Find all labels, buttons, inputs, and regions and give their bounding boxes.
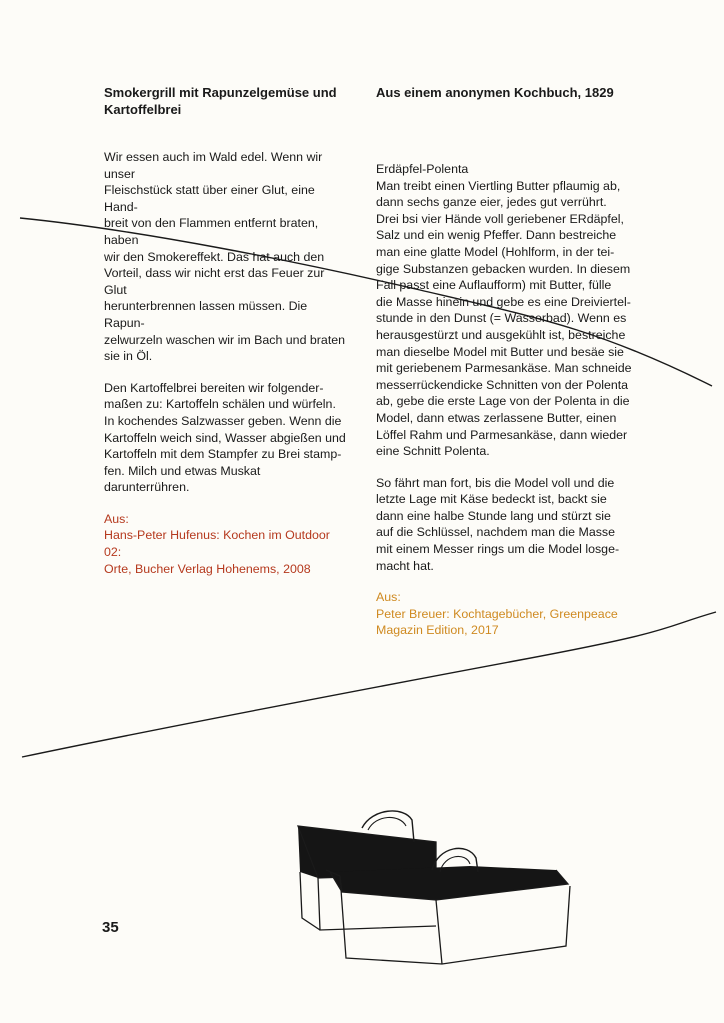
left-column: [104, 84, 349, 577]
right-column: [376, 84, 632, 639]
left-paragraph-1: Wir essen auch im Wald edel. Wenn wir unser Fleischstück statt über einer Glut, eine Hand- breit von den Flammen entfernt braten, haben wir den Smokereffekt. Das hat auch den Vorteil, dass wir nicht erst das Feuer zur Glut herunterbrennen lassen müssen. Die Rapun- zelwurzeln waschen wir im Bach und braten sie in Öl.: [104, 150, 346, 364]
basket-front-sketch: [326, 848, 570, 964]
right-recipe-subtitle: Erdäpfel-Polenta: [376, 162, 469, 176]
right-paragraph-1: Man treibt einen Viertling Butter pflaumig ab, dann sechs ganze eier, jedes gut verrührt. Drei bsi vier Hände voll geriebener ERdäpfel, Salz und ein wenig Pfeffer. Dann bestreiche man eine glatte Model (Hohlform, in der tei- gige Substanzen gebacken wurden. In diesem Fall passt eine Auflaufform) mit Butter, fülle die Masse hinein und gebe es eine Dreiviertel- stunde in den Dunst (= Wasserbad). Wenn es herausgestürzt und ausgekühlt ist, bestreiche man dieselbe Model mit Butter und besäe sie mit geriebenem Parmesankäse. Man schneide messerrückendicke Schnitten von der Polenta ab, gebe die erste Lage von der Polenta in die Model, dann etwas zerlassene Butter, einen Löffel Rahm und Parmesankäse, dann wieder eine Schnitt Polenta.: [376, 178, 632, 459]
right-source-citation: Peter Breuer: Kochtagebücher, Greenpeace Magazin Edition, 2017: [376, 606, 618, 638]
left-recipe-title: Smokergrill mit Rapunzelgemüse und Kartoffelbrei: [104, 85, 337, 117]
left-source-citation: Hans-Peter Hufenus: Kochen im Outdoor 02: Orte, Bucher Verlag Hohenems, 2008: [104, 528, 330, 576]
page-number: 35: [102, 919, 119, 936]
right-paragraph-2: So fährt man fort, bis die Model voll und die letzte Lage mit Käse bedeckt ist, backt sie dann eine halbe Stunde lang und stürzt sie auf die Schlüssel, nachdem man die Masse mit einem Messer rings um die Model losge- macht hat.: [376, 475, 620, 573]
right-source-label: Aus:: [376, 590, 401, 605]
left-source-label: Aus:: [104, 511, 129, 526]
right-recipe-title: Aus einem anonymen Kochbuch, 1829: [376, 85, 614, 100]
left-paragraph-2: Den Kartoffelbrei bereiten wir folgender- maßen zu: Kartoffeln schälen und würfeln. In kochendes Salzwasser geben. Wenn die Kartoffeln weich sind, Wasser abgießen und Kartoffeln mit dem Stampfer zu Brei stamp- fen. Milch und etwas Muskat darunterrühren.: [104, 380, 346, 495]
basket-back-sketch: [298, 811, 436, 930]
